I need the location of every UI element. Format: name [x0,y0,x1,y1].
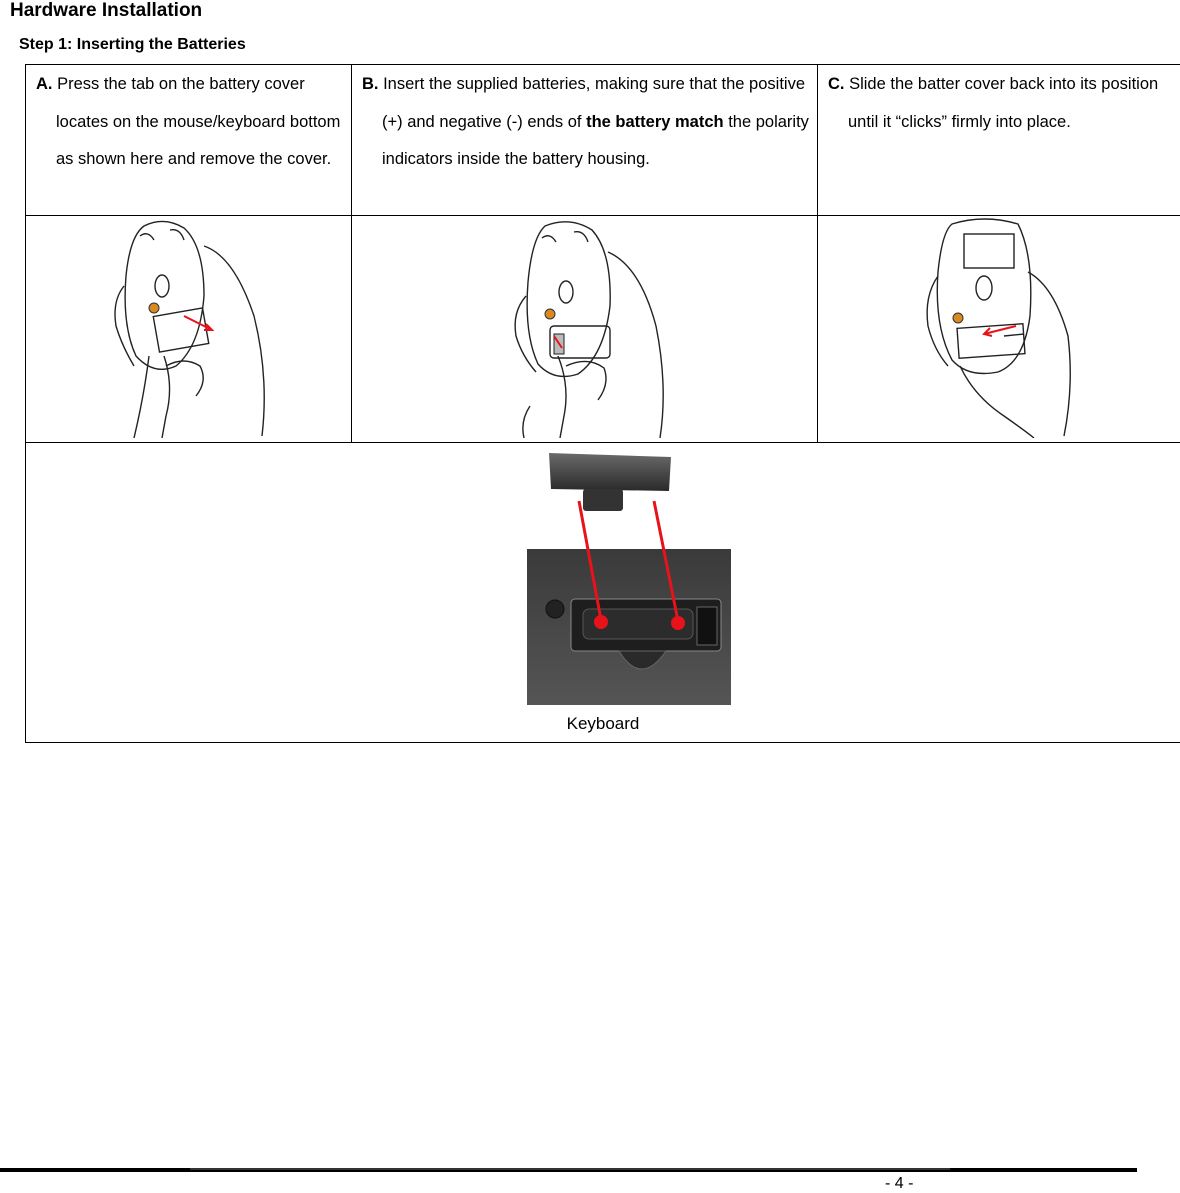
footer-rule-inner [190,1168,950,1170]
step-c-text: Slide the batter cover back into its position until it “clicks” firmly into place. [848,75,1158,131]
page-number: - 4 - [885,1175,913,1193]
step-b-image-cell [352,216,818,443]
step-c-image-cell [818,216,1180,443]
step-a-cell [26,65,352,216]
step-b-text-after: the polarity indicators inside the battery housing. [382,113,809,169]
step-a-text: Press the tab on the battery cover locates on the mouse/keyboard bottom as shown here and remove the cover. [56,75,340,168]
mouse-close-cover-illustration [914,216,1084,438]
step-b-cell [352,65,818,216]
keyboard-battery-compartment-photo [501,451,731,711]
instruction-table [25,64,1180,743]
step-c-letter: C. [828,75,845,93]
step-b-letter: B. [362,75,379,93]
step-b-text-bold: the battery match [586,113,724,131]
keyboard-caption: Keyboard [26,714,1180,734]
step-a-image-cell [26,216,352,443]
keyboard-image-cell [26,443,1180,743]
page-title: Hardware Installation [10,0,202,22]
step-c-cell [818,65,1180,216]
step-b-text-before: Insert the supplied batteries, making sure that the positive (+) and negative (-) ends of [382,75,805,131]
mouse-open-cover-illustration [104,216,274,438]
step-a-letter: A. [36,75,53,93]
step-heading: Step 1: Inserting the Batteries [19,36,246,54]
mouse-insert-battery-illustration [500,216,670,438]
